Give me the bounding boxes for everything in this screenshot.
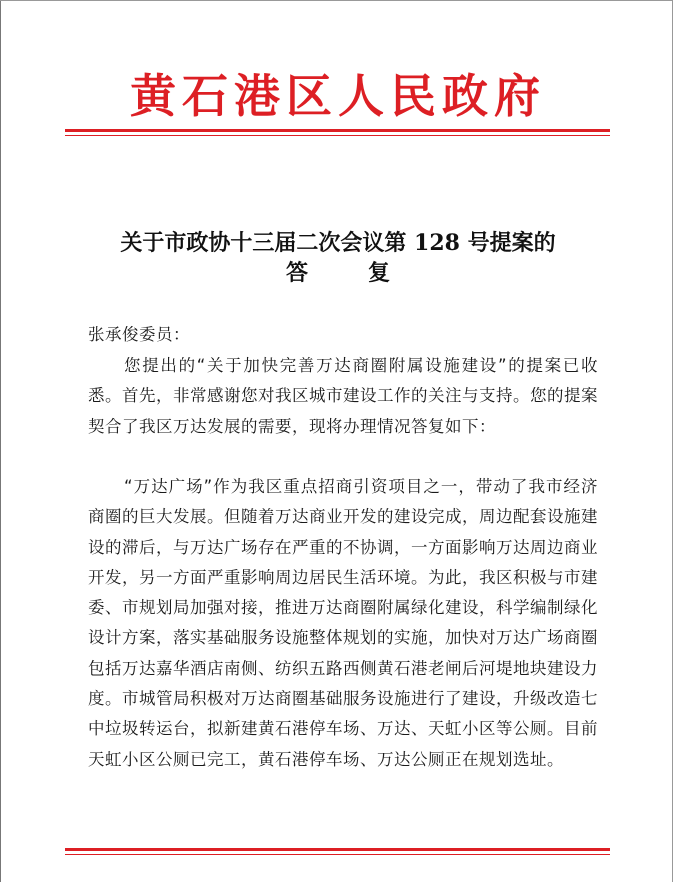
letterhead-rule-thick [65, 129, 610, 132]
letter-paragraph: 您提出的“关于加快完善万达商圈附属设施建设”的提案已收悉。首先，非常感谢您对我区城市建设工作的关注与支持。您的提案契合了我区万达发展的需要，现将办理情况答复如下： [88, 356, 598, 436]
page-edge-top [0, 0, 673, 1]
letterhead-org-name: 黄石港区人民政府 [130, 69, 546, 123]
document-title-word2: 复 [368, 260, 391, 286]
letter-paragraph: “万达广场”作为我区重点招商引资项目之一，带动了我市经济商圈的巨大发展。但随着万达商业开发的建设完成，周边配套设施建设的滞后，与万达广场存在严重的不协调，一方面影响万达周边商业开发，另一方面严重影响周边居民生活环境。为此，我区积极与市建委、市规划局加强对接，推进万达商圈附属绿化建设，科学编制绿化设计方案，落实基础服务设施整体规划的实施，加快对万达广场商圈包括万达嘉华酒店南侧、纺织五路西侧黄石港老闸后河堤地块建设力度。市城管局积极对万达商圈基础服务设施进行了建设，升级改造七中垃圾转运台，拟新建黄石港停车场、万达、天虹小区等公厕。目前天虹小区公厕已完工，黄石港停车场、万达公厕正在规划选址。 [88, 477, 598, 769]
letter-salutation: 张承俊委员： [88, 325, 190, 344]
page-edge-left [0, 0, 1, 882]
footer-rule-thick [65, 848, 610, 851]
document-title-line2 [66, 258, 610, 288]
letterhead-rule-thin [65, 135, 610, 136]
footer-rule-thin [65, 854, 610, 855]
document-title-word1: 答 [285, 260, 308, 286]
document-title-line1: 关于市政协十三届二次会议第 128 号提案的 [120, 230, 556, 256]
